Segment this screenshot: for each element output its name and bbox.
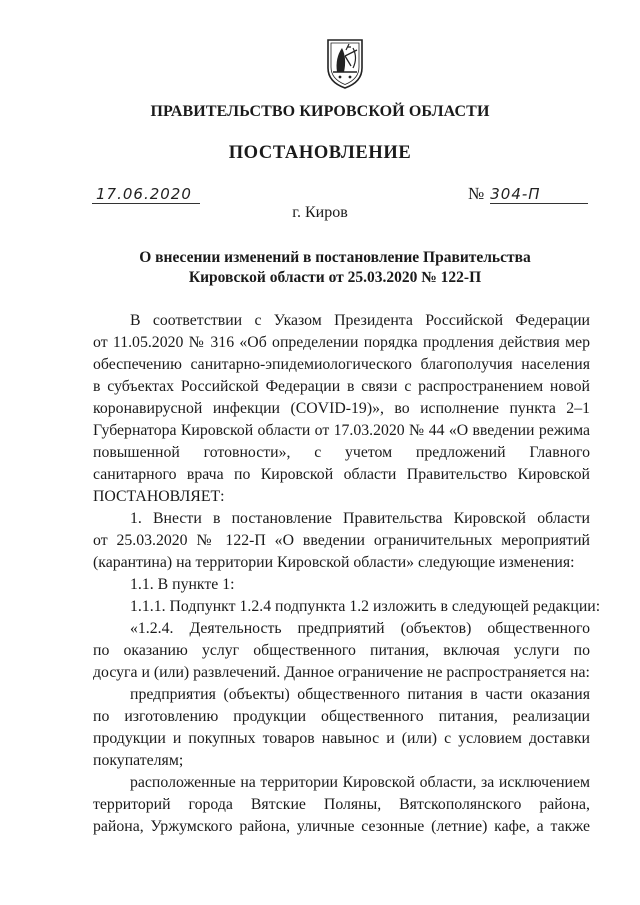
- body-line: расположенные на территории Кировской области, за исключением: [130, 774, 590, 791]
- body-line: обеспечению санитарно-эпидемиологического благополучия населения: [93, 356, 590, 373]
- body-line: предприятия (объекты) общественного питания в части оказания: [130, 686, 590, 703]
- body-line: по изготовлению продукции общественного питания, реализации: [93, 708, 590, 725]
- body-line: 1.1. В пункте 1:: [130, 576, 235, 593]
- subject-line: Кировской области от 25.03.2020 № 122-П: [188, 269, 482, 286]
- number-value: 304-П: [490, 185, 588, 204]
- document-subject: [120, 248, 550, 288]
- document-number: [468, 185, 588, 204]
- body-line: ПОСТАНОВЛЯЕТ:: [93, 488, 225, 505]
- body-line: территорий города Вятские Поляны, Вятскополянского района,: [93, 796, 590, 813]
- body-line: повышенной готовности», с учетом предложений Главного: [93, 444, 590, 461]
- body-line: от 11.05.2020 № 316 «Об определении порядка продления действия мер: [93, 334, 590, 351]
- kirov-coat-of-arms-icon: [325, 36, 365, 90]
- body-line: покупателям;: [93, 752, 184, 769]
- body-line: 1.1.1. Подпункт 1.2.4 подпункта 1.2 изложить в следующей редакции:: [130, 598, 601, 615]
- body-line: 1. Внести в постановление Правительства Кировской области: [130, 510, 590, 527]
- number-prefix: №: [468, 184, 485, 203]
- city: г. Киров: [292, 204, 348, 221]
- document-body: [93, 310, 601, 838]
- subject-line: О внесении изменений в постановление Правительства: [139, 249, 531, 266]
- body-line: от 25.03.2020 № 122-П «О введении ограничительных мероприятий: [93, 532, 590, 549]
- body-line: Губернатора Кировской области от 17.03.2020 № 44 «О введении режима: [93, 422, 590, 439]
- body-line: в субъектах Российской Федерации в связи с распространением новой: [93, 378, 590, 395]
- body-line: санитарного врача по Кировской области Правительство Кировской: [93, 466, 590, 483]
- body-line: «1.2.4. Деятельность предприятий (объектов) общественного: [130, 620, 590, 637]
- body-line: досуга и (или) развлечений. Данное ограничение не распространяется на:: [93, 664, 590, 681]
- body-line: В соответствии с Указом Президента Российской Федерации: [130, 312, 590, 329]
- organization-title: ПРАВИТЕЛЬСТВО КИРОВСКОЙ ОБЛАСТИ: [150, 103, 490, 120]
- document-type: ПОСТАНОВЛЕНИЕ: [228, 143, 412, 163]
- body-line: коронавирусной инфекции (COVID-19)», во исполнение пункта 2–1: [93, 400, 590, 417]
- body-line: (карантина) на территории Кировской области» следующие изменения:: [93, 554, 575, 571]
- body-line: по оказанию услуг общественного питания, включая услуги по: [93, 642, 590, 659]
- document-date: 17.06.2020: [92, 185, 200, 204]
- body-line: продукции и покупных товаров навынос и (или) с условием доставки: [93, 730, 590, 747]
- body-line: района, Уржумского района, уличные сезонные (летние) кафе, а также: [93, 818, 590, 835]
